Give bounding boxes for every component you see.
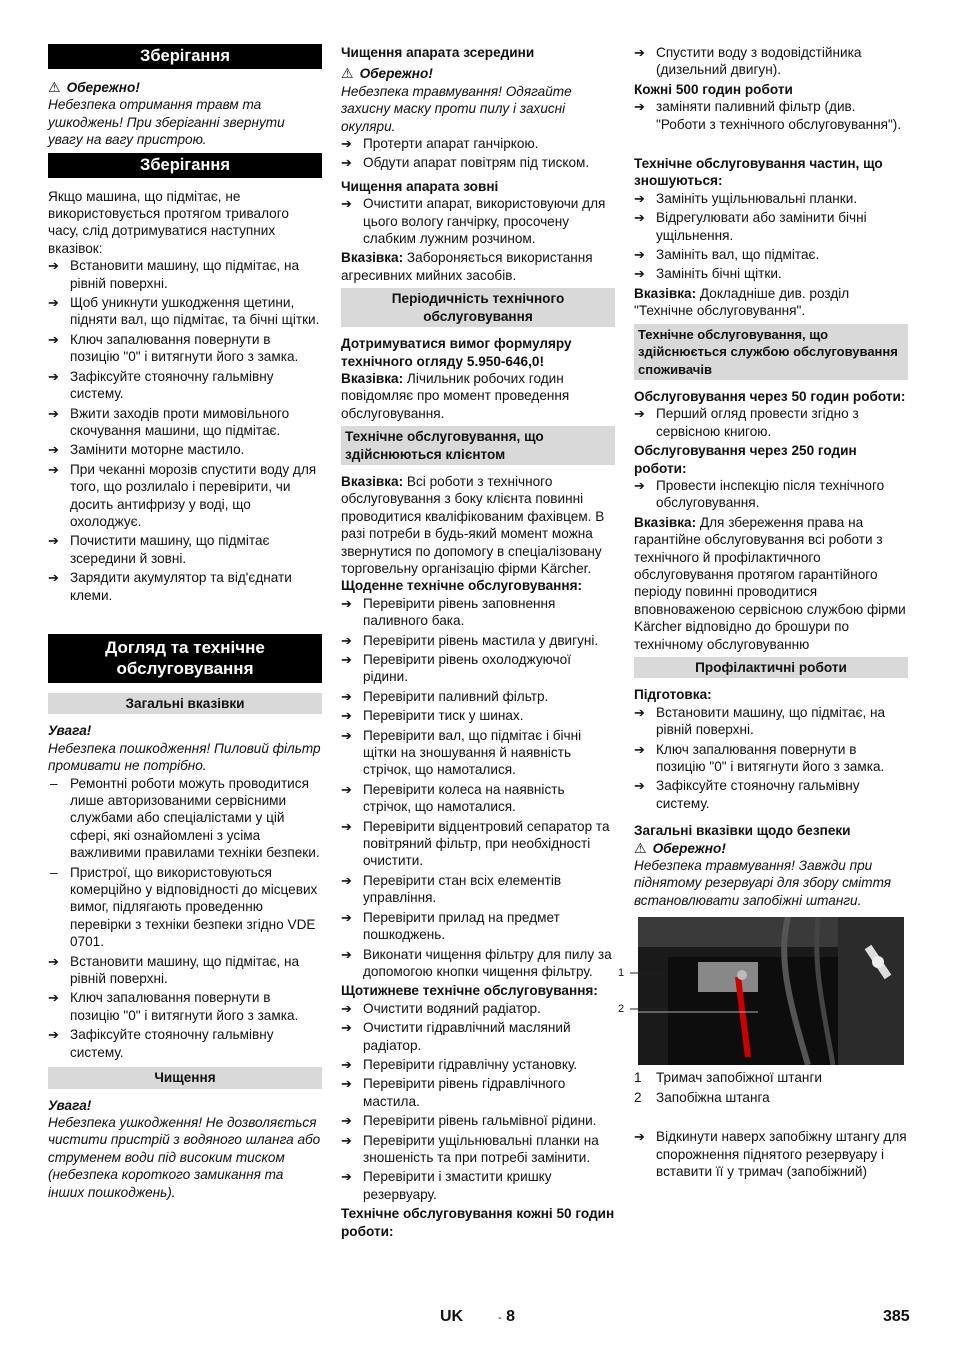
- attention-2: Увага!: [48, 1097, 92, 1113]
- list-item: ➔ Перевірити колеса на наявність стрічок, що намоталися.: [341, 781, 615, 816]
- list-item: ➔ Зафіксуйте стояночну гальмівну систему.: [48, 368, 322, 403]
- safety-title: Загальні вказівки щодо безпеки: [634, 823, 851, 839]
- column-1: [48, 44, 322, 1201]
- list-item: ➔ Перевірити рівень заповнення паливного бака.: [341, 595, 615, 630]
- storage-steps: [48, 257, 322, 604]
- h500-steps: [634, 98, 908, 133]
- heading-service: Технічне обслуговування, що здійснюється службою обслуговування споживачів: [634, 324, 908, 380]
- list-item: ➔ Замініть бічні щітки.: [634, 265, 908, 282]
- caution-text-2: Небезпека травмування! Одягайте захисну маску проти пилу і захисні окуляри.: [341, 83, 572, 134]
- outside-title: Чищення апарата зовні: [341, 178, 499, 194]
- s250-steps: [634, 477, 908, 512]
- storage-intro: Якщо машина, що підмітає, не використовується протягом тривалого часу, слід дотримуватися наступних вказівок:: [48, 188, 289, 256]
- list-item: ➔ заміняти паливний фільтр (див. "Роботи з технічного обслуговування").: [634, 98, 908, 133]
- list-item: ➔ Обдути апарат повітрям під тиском.: [341, 154, 615, 171]
- caution-text-3: Небезпека травмування! Завжди при піднятому резервуарі для збору сміття встановлювати запобіжні штанги.: [634, 858, 892, 908]
- footer-language: UK: [440, 1308, 464, 1325]
- photo-label-1: 1: [618, 967, 625, 980]
- wear-steps: [634, 190, 908, 283]
- list-item: ➔ Ключ запалювання повернути в позицію "0" і витягнути його з замка.: [48, 989, 322, 1024]
- list-item: ➔ Встановити машину, що підмітає, на рівній поверхні.: [634, 704, 908, 739]
- warning-icon: ⚠: [634, 839, 647, 856]
- prep-title: Підготовка:: [634, 687, 712, 703]
- attention-1: Увага!: [48, 723, 92, 739]
- list-item: ➔ Перевірити вал, що підмітає і бічні щітки на зношування й наявність стрічок, що намоталися.: [341, 727, 615, 779]
- daily-steps: [341, 595, 615, 981]
- warning-icon: ⚠: [341, 65, 354, 82]
- list-item: ➔ Перевірити паливний фільтр.: [341, 688, 615, 705]
- list-item: ➔ Очистити гідравлічний масляний радіатор.: [341, 1019, 615, 1054]
- list-item: ➔ Спустити воду з водовідстійника (дизельний двигун).: [634, 44, 908, 79]
- inside-steps: [341, 135, 615, 172]
- caution-text-1: Небезпека отримання травм та ушкоджень! При зберіганні звернути увагу на вагу пристрою.: [48, 97, 285, 148]
- warranty-note: Вказівка: Для збереження права на гарантійне обслуговування всі роботи з технічного й профілактичного обслуговування протягом гарантійного періоду повинні проводитися вповноваженою сервісною службою фірми Kärcher відповідно до брошури по технічному обслуговуванню: [634, 514, 906, 652]
- list-item: ➔ Перевірити рівень гідравлічного мастила.: [341, 1075, 615, 1110]
- list-item: ➔ При чеканні морозів спустити воду для того, що розлилаlo і перевірити, чи досить антифризу у воді, що охолоджує.: [48, 461, 322, 531]
- list-item: ➔ Перевірити прилад на предмет пошкоджень.: [341, 909, 615, 944]
- safety-bar-image: [638, 917, 904, 1065]
- list-item: ➔ Перевірити тиск у шинах.: [341, 707, 615, 724]
- list-item: ➔ Почистити машину, що підмітає зсередини й зовні.: [48, 532, 322, 567]
- caution-3: ⚠ Обережно!: [634, 839, 726, 856]
- list-item: – Ремонтні роботи можуть проводитися лише авторизованими сервісними службами або спеціалістами у цій сфері, які ознайомлені з усіма важливими правилами техніки безпеки.: [48, 775, 322, 862]
- caption-2: 2 Запобіжна штанга: [634, 1089, 770, 1105]
- caution-1: ⚠ Обережно!: [48, 79, 140, 95]
- heading-storage-2: Зберігання: [48, 153, 322, 178]
- heading-periodicity: Періодичність технічного обслуговування: [341, 288, 615, 327]
- list-item: ➔ Відкинути наверх запобіжну штангу для спорожнення піднятого резервуару і вставити її у тримач (запобіжний): [634, 1128, 908, 1180]
- list-item: ➔ Вжити заходів проти мимовільного скочування машини, що підмітає.: [48, 405, 322, 440]
- list-item: ➔ Замініть ущільнювальні планки.: [634, 190, 908, 207]
- list-item: ➔ Перевірити відцентровий сепаратор та повітряний фільтр, при необхідності очистити.: [341, 818, 615, 870]
- list-item: ➔ Провести інспекцію після технічного обслуговування.: [634, 477, 908, 512]
- safety-bar-photo: [618, 917, 904, 1065]
- list-item: ➔ Протерти апарат ганчіркою.: [341, 135, 615, 152]
- list-item: ➔ Перевірити і змастити кришку резервуару.: [341, 1168, 615, 1203]
- list-item: ➔ Перевірити стан всіх елементів управління.: [341, 872, 615, 907]
- list-item: ➔ Зафіксуйте стояночну гальмівну систему.: [634, 777, 908, 812]
- heading-preventive: Профілактичні роботи: [634, 657, 908, 678]
- attention-2-text: Небезпека ушкодження! Не дозволяється чистити пристрій з водяного шланга або струменем води під високим тиском (небезпека короткого замикання та інших пошкоджень).: [48, 1114, 321, 1200]
- photo-leader-lines: [624, 917, 666, 1065]
- s50-title: Обслуговування через 50 годин роботи:: [634, 388, 906, 404]
- list-item: ➔ Встановити машину, що підмітає, на рівній поверхні.: [48, 257, 322, 292]
- footer-local-page: - 8: [498, 1308, 516, 1325]
- list-item: ➔ Перевірити рівень охолоджуючої рідини.: [341, 651, 615, 686]
- heading-care: Догляд та технічне обслуговування: [48, 634, 322, 683]
- list-item: ➔ Зафіксуйте стояночну гальмівну систему.: [48, 1026, 322, 1061]
- caption-1: 1 Тримач запобіжної штанги: [634, 1070, 822, 1086]
- list-item: ➔ Очистити апарат, використовуючи для цього вологу ганчірку, просочену слабким лужним розчином.: [341, 195, 615, 247]
- h50-title: Технічне обслуговування кожні 50 годин роботи:: [341, 1206, 615, 1239]
- attention-1-text: Небезпека пошкодження! Пиловий фільтр промивати не потрібно.: [48, 740, 321, 774]
- list-item: ➔ Замінити моторне мастило.: [48, 441, 322, 458]
- list-item: ➔ Замініть вал, що підмітає.: [634, 246, 908, 263]
- footer-page-number: 385: [883, 1308, 910, 1325]
- list-item: ➔ Відрегулювати або замінити бічні ущільнення.: [634, 209, 908, 244]
- h500-title: Кожні 500 годин роботи: [634, 81, 793, 97]
- weekly-steps: [341, 1000, 615, 1203]
- list-item: ➔ Встановити машину, що підмітає, на рівній поверхні.: [48, 953, 322, 988]
- general-steps: [48, 953, 322, 1061]
- list-item: ➔ Ключ запалювання повернути в позицію "0" і витягнути його з замка.: [634, 741, 908, 776]
- s50-steps: [634, 405, 908, 440]
- outside-steps: [341, 195, 615, 247]
- wear-title: Технічне обслуговування частин, що зношуються:: [634, 156, 883, 189]
- column-2: [341, 44, 615, 1240]
- wear-note: Вказівка: Докладніше див. розділ "Технічне обслуговування".: [634, 285, 850, 319]
- list-item: ➔ Очистити водяний радіатор.: [341, 1000, 615, 1017]
- photo-label-2: 2: [618, 1003, 625, 1016]
- final-steps: [634, 1128, 908, 1180]
- list-item: ➔ Зарядити акумулятор та від'єднати клеми.: [48, 569, 322, 604]
- warning-icon: ⚠: [48, 79, 61, 95]
- s250-title: Обслуговування через 250 годин роботи:: [634, 443, 857, 476]
- inside-title: Чищення апарата зсередини: [341, 45, 535, 60]
- heading-client: Технічне обслуговування, що здійснюються клієнтом: [341, 426, 615, 465]
- column-3: [618, 44, 908, 1182]
- list-item: ➔ Ключ запалювання повернути в позицію "0" і витягнути його з замка.: [48, 331, 322, 366]
- heading-general: Загальні вказівки: [48, 693, 322, 714]
- list-item: ➔ Перевірити ущільнювальні планки на зношеність та при потребі замінити.: [341, 1132, 615, 1167]
- list-item: ➔ Перевірити рівень мастила у двигуні.: [341, 632, 615, 649]
- daily-title: Щоденне технічне обслуговування:: [341, 578, 583, 594]
- heading-storage-1: Зберігання: [48, 44, 322, 69]
- prep-steps: [634, 704, 908, 812]
- heading-cleaning: Чищення: [48, 1067, 322, 1088]
- list-item: ➔ Перевірити гідравлічну установку.: [341, 1056, 615, 1073]
- general-dashes: [48, 775, 322, 951]
- form-title: Дотримуватися вимог формуляру технічного огляду 5.950-646,0!: [341, 336, 572, 369]
- h50-steps: [634, 44, 908, 79]
- list-item: ➔ Перший огляд провести згідно з сервісною книгою.: [634, 405, 908, 440]
- caution-2: ⚠ Обережно!: [341, 65, 433, 82]
- list-item: – Пристрої, що використовуються комерційно у відповідності до місцевих вимог, підлягають проведенню перевірки з техніки безпеки згідно VDE 0701.: [48, 864, 322, 951]
- client-note: Вказівка: Всі роботи з технічного обслуговування з боку клієнта повинні проводитися кваліфікованим фахівцем. В разі потреби в будь-який момент можна звернутися по допомогу в спеціалізовану торговельну організацію фірми Kärcher.: [341, 473, 605, 576]
- outside-note: Вказівка: Забороняється використання агресивних мийних засобів.: [341, 250, 593, 283]
- counter-note: Вказівка: Лічильник робочих годин повідомляє про момент проведення обслуговування.: [341, 370, 570, 421]
- list-item: ➔ Щоб уникнути ушкодження щетини, підняти вал, що підмітає, та бічні щітки.: [48, 294, 322, 329]
- list-item: ➔ Перевірити рівень гальмівної рідини.: [341, 1112, 615, 1129]
- list-item: ➔ Виконати чищення фільтру для пилу за допомогою кнопки чищення фільтру.: [341, 946, 615, 981]
- weekly-title: Щотижневе технічне обслуговування:: [341, 983, 598, 999]
